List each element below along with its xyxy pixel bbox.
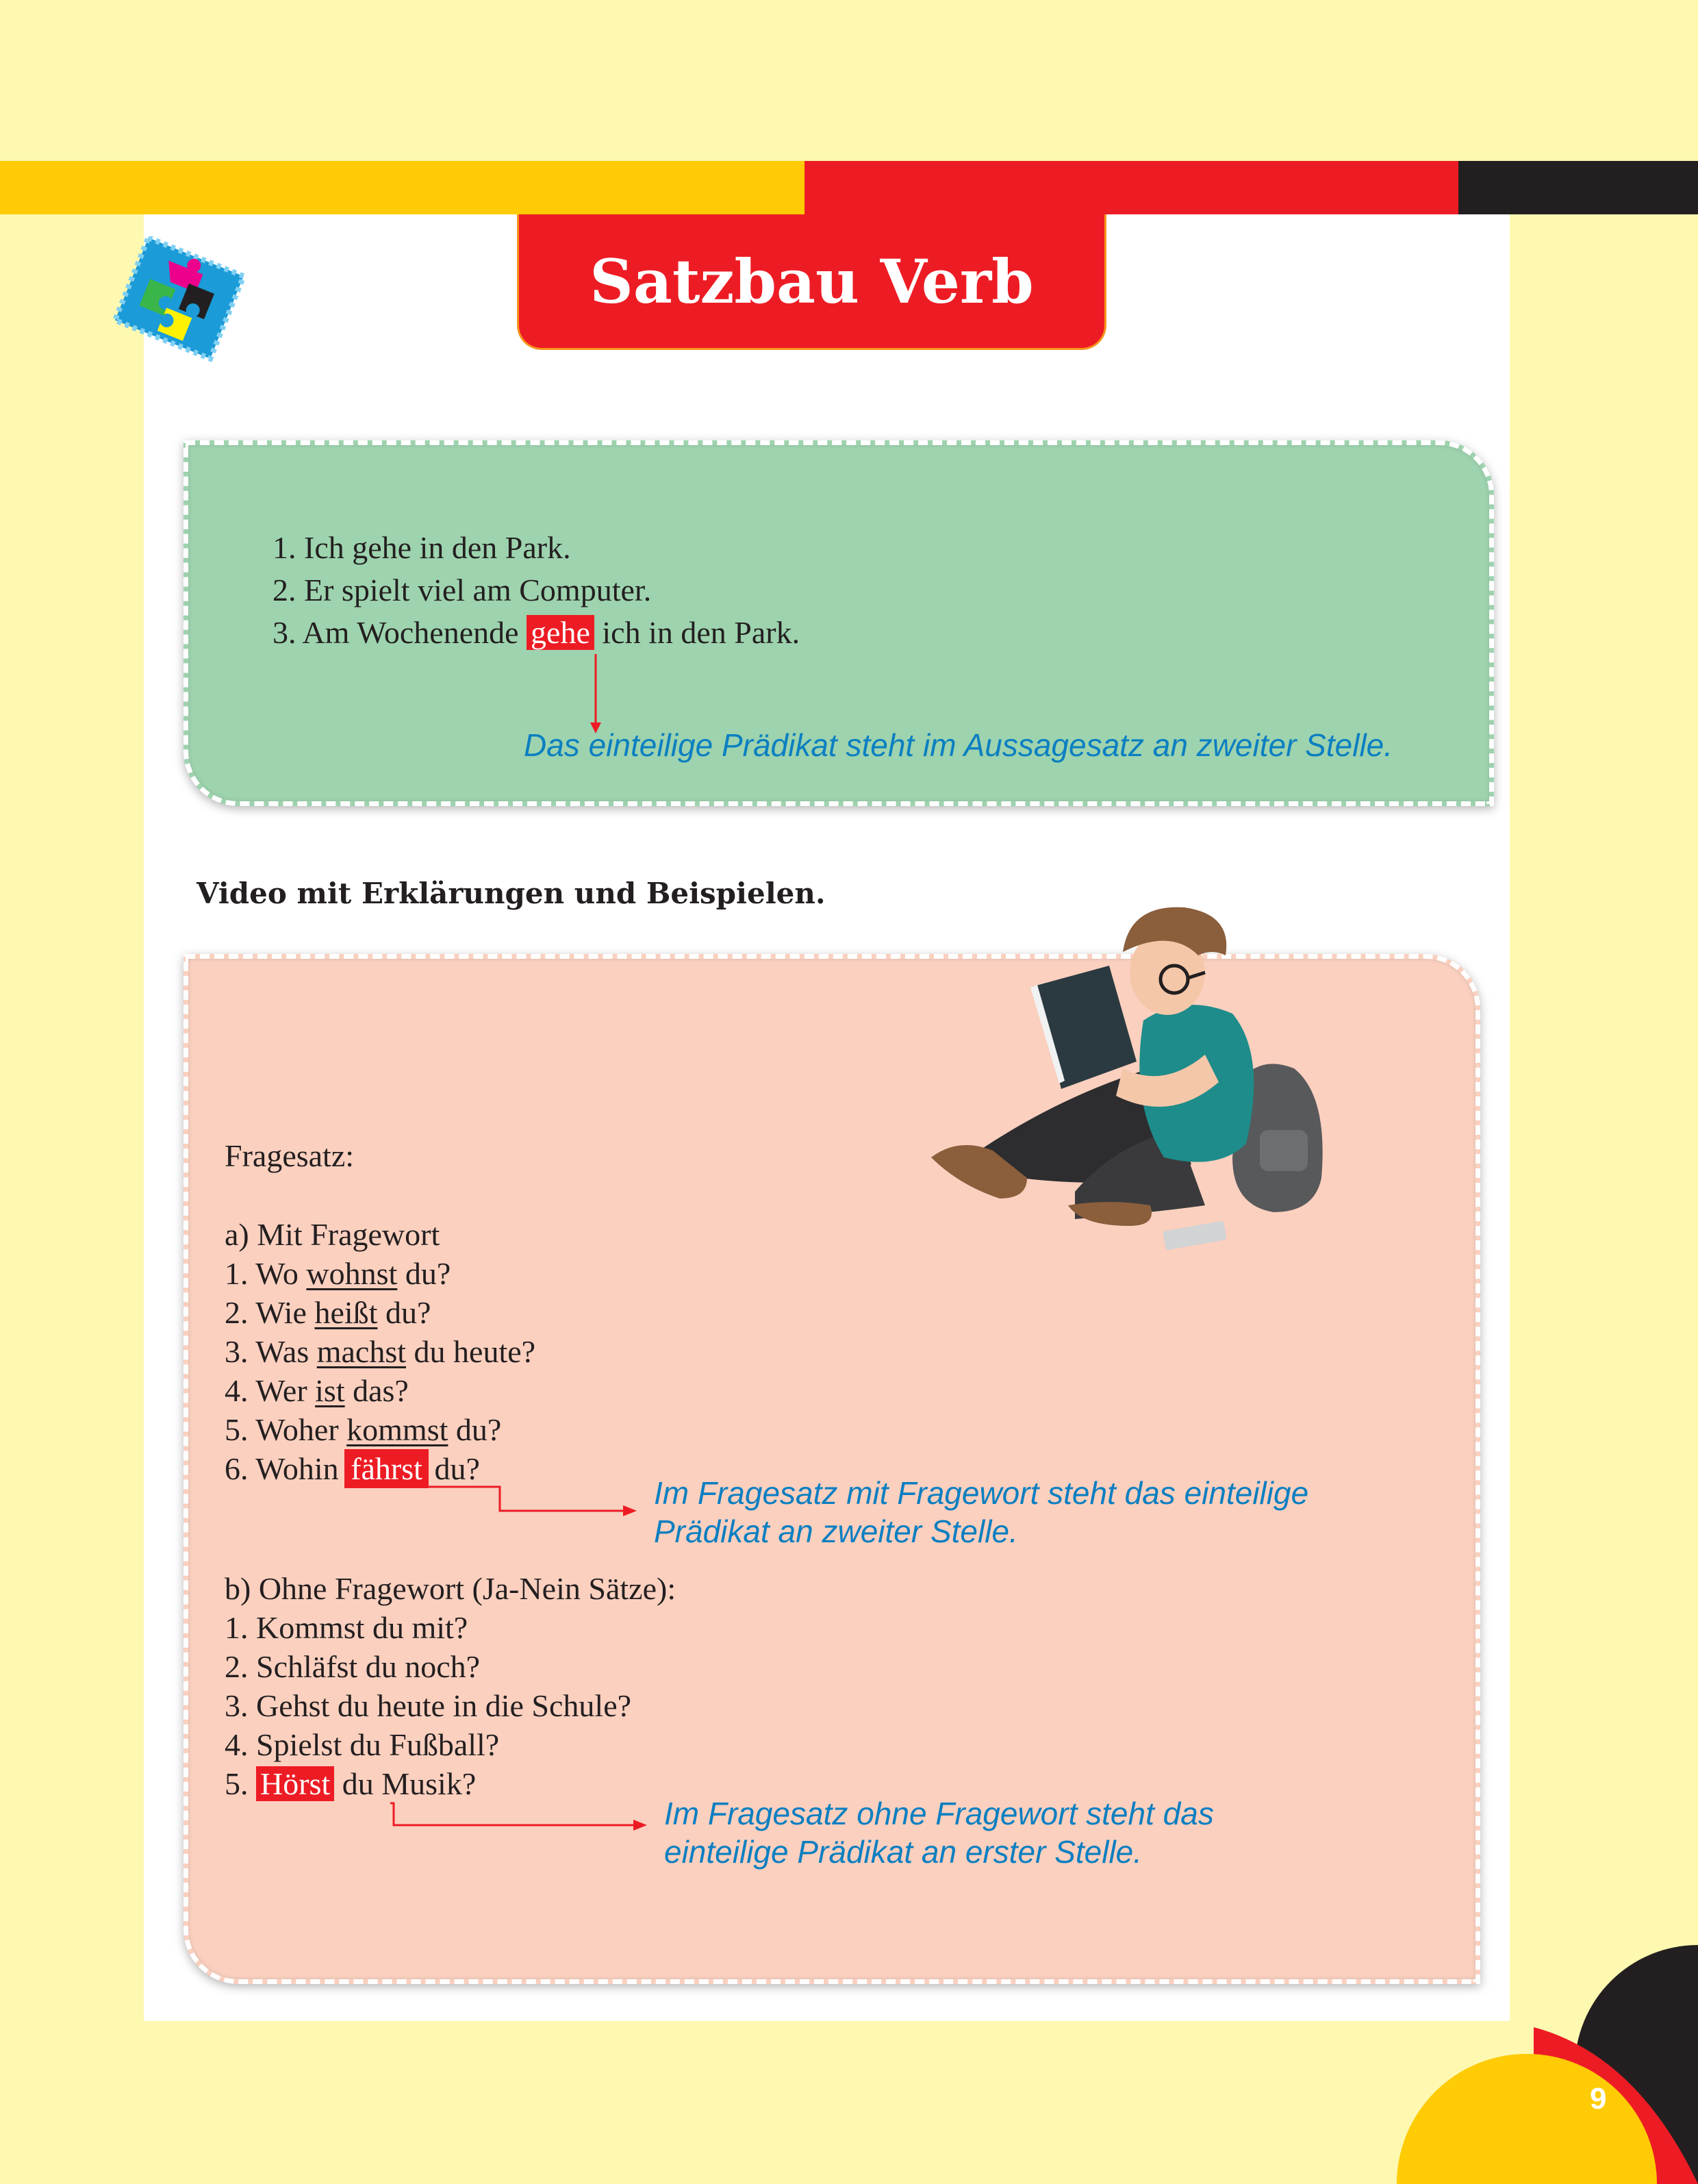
example-sentence-3 [273, 612, 800, 653]
arrow-connector [585, 654, 606, 736]
header-stripe-red [804, 161, 1458, 214]
question-item [225, 1292, 431, 1333]
student-reading-illustration [917, 904, 1369, 1260]
question-text: 3. Was [225, 1334, 317, 1369]
arrow-connector [390, 1801, 650, 1835]
header-stripe-yellow [0, 161, 804, 214]
question-text: 5. Woher [225, 1412, 347, 1447]
with-word-note-line-1: Im Fragesatz mit Fragewort steht das einteilige [654, 1475, 1309, 1511]
question-text: 4. Wer [225, 1373, 316, 1408]
header-stripe-black [1458, 161, 1698, 214]
title-tab [517, 214, 1106, 350]
underlined-verb: kommst [346, 1412, 448, 1447]
question-text: du? [377, 1295, 431, 1330]
corner-decoration [1383, 1863, 1698, 2184]
question-section-title: Fragesatz: [225, 1138, 355, 1173]
question-text: du? [426, 1451, 480, 1486]
question-item [225, 1763, 476, 1805]
highlighted-verb: Hörst [256, 1766, 334, 1801]
question-text: du? [397, 1256, 451, 1291]
question-text: 6. Wohin [225, 1451, 347, 1486]
with-word-note-line-2: Prädikat an zweiter Stelle. [654, 1514, 1018, 1549]
question-text: 2. Wie [225, 1295, 315, 1330]
with-word-heading: a) Mit Fragewort [225, 1217, 440, 1252]
question-item: 3. Gehst du heute in die Schule? [225, 1688, 632, 1723]
puzzle-stamp-icon [110, 236, 246, 366]
question-item [225, 1370, 409, 1411]
question-text: das? [344, 1373, 409, 1408]
rule-note: Das einteilige Prädikat steht im Aussagesatz an zweiter Stelle. [524, 727, 1393, 763]
highlighted-verb: gehe [527, 615, 594, 650]
without-word-heading: b) Ohne Fragewort (Ja-Nein Sätze): [225, 1571, 676, 1606]
page-title: Satzbau Verb [590, 245, 1034, 317]
underlined-verb: machst [316, 1334, 407, 1369]
question-text: du Musik? [334, 1766, 477, 1801]
underlined-verb: ist [315, 1373, 345, 1408]
underlined-verb: wohnst [306, 1256, 398, 1291]
video-heading: Video mit Erklärungen und Beispielen. [197, 877, 826, 910]
question-item [225, 1448, 480, 1490]
sentence-text: ich in den Park. [594, 615, 800, 650]
question-text: du heute? [406, 1334, 536, 1369]
highlighted-verb: fährst [346, 1451, 427, 1486]
page-number: 9 [1590, 2082, 1607, 2116]
question-item: 2. Schläfst du noch? [225, 1649, 481, 1684]
arrow-connector [359, 1485, 640, 1519]
question-item [225, 1331, 535, 1372]
question-item [225, 1253, 451, 1294]
question-item [225, 1409, 501, 1451]
without-word-note-line-2: einteilige Prädikat an erster Stelle. [664, 1834, 1143, 1870]
example-sentence-2: 2. Er spielt viel am Computer. [273, 573, 652, 607]
example-sentence-1: 1. Ich gehe in den Park. [273, 530, 571, 565]
question-text: du? [448, 1412, 502, 1447]
question-item: 4. Spielst du Fußball? [225, 1727, 500, 1762]
question-item: 1. Kommst du mit? [225, 1610, 468, 1645]
question-text: 1. Wo [225, 1256, 307, 1291]
without-word-note-line-1: Im Fragesatz ohne Fragewort steht das [664, 1796, 1214, 1831]
question-text: 5. [225, 1766, 256, 1801]
underlined-verb: heißt [314, 1295, 378, 1330]
sentence-text: 3. Am Wochenende [273, 615, 527, 650]
